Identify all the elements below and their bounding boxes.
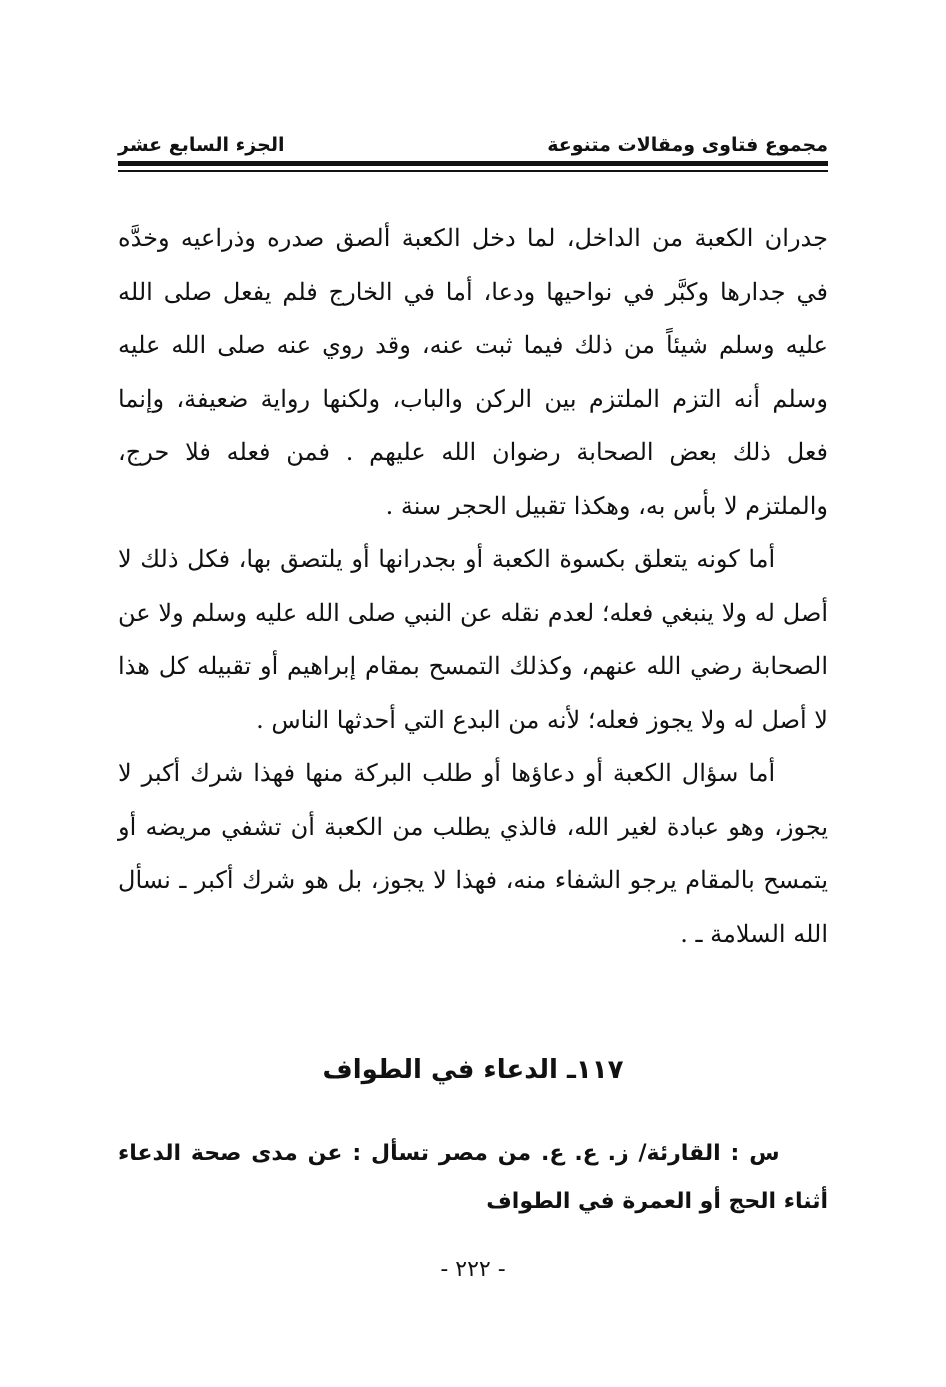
header-rule-thin [118, 170, 828, 172]
paragraph-1: جدران الكعبة من الداخل، لما دخل الكعبة ألصق صدره وذراعيه وخدَّه في جدارها وكبَّر في نواحيها ودعا، أما في الخارج فلم يفعل صلى الله عليه وسلم شيئاً من ذلك فيما ثبت عنه، وقد روي عنه صلى الله عليه وسلم أنه التزم الملتزم بين الركن والباب، ولكنها رواية ضعيفة، وإنما فعل ذلك بعض الصحابة رضوان الله عليهم . فمن فعله فلا حرج، والملتزم لا بأس به، وهكذا تقبيل الحجر سنة . [118, 224, 828, 520]
header-rule-thick [118, 161, 828, 166]
paragraph-3: أما سؤال الكعبة أو دعاؤها أو طلب البركة منها فهذا شرك أكبر لا يجوز، وهو عبادة لغير الله، فالذي يطلب من الكعبة أن تشفي مريضه أو يتمسح بالمقام يرجو الشفاء منه، فهذا لا يجوز، بل هو شرك أكبر ـ نسأل الله السلامة ـ . [118, 759, 828, 948]
section-title: ١١٧ـ الدعاء في الطواف [322, 1055, 624, 1085]
book-title: مجموع فتاوى ومقالات متنوعة [547, 134, 828, 156]
running-header [118, 128, 828, 158]
question-text: س : القارئة/ ز. ع. ع. من مصر تسأل : عن مدى صحة الدعاء أثناء الحج أو العمرة في الطواف [118, 1141, 828, 1214]
page-number: - ٢٢٢ - [440, 1257, 506, 1282]
paragraph-2: أما كونه يتعلق بكسوة الكعبة أو بجدرانها أو يلتصق بها، فكل ذلك لا أصل له ولا ينبغي فعله؛ لعدم نقله عن النبي صلى الله عليه وسلم ولا عن الصحابة رضي الله عنهم، وكذلك التمسح بمقام إبراهيم أو تقبيله كل هذا لا أصل له ولا يجوز فعله؛ لأنه من البدع التي أحدثها الناس . [118, 545, 828, 734]
body-text [118, 212, 828, 961]
volume-label: الجزء السابع عشر [118, 134, 285, 156]
